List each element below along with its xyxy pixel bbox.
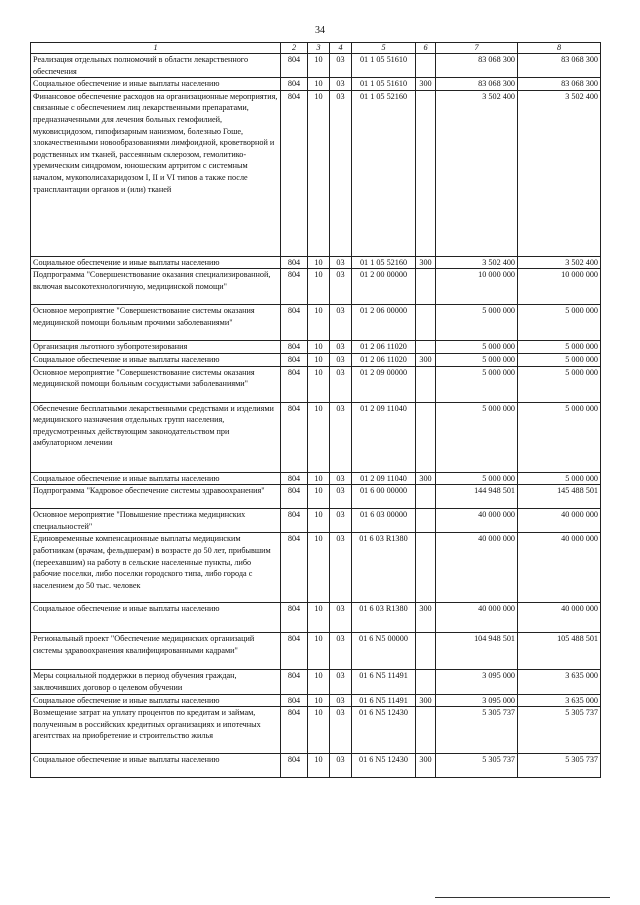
- row-value-cell: 01 1 05 51610: [352, 78, 416, 91]
- row-value-cell: 01 6 N5 11491: [352, 670, 416, 694]
- row-value-cell: 300: [416, 78, 436, 91]
- column-header: 6: [416, 43, 436, 54]
- row-name-cell: Основное мероприятие "Повышение престижа медицинских специальностей": [31, 509, 281, 533]
- row-value-cell: 3 502 400: [436, 256, 518, 269]
- row-value-cell: 5 305 737: [518, 754, 601, 778]
- row-value-cell: 03: [330, 533, 352, 603]
- column-header: 7: [436, 43, 518, 54]
- row-value-cell: 03: [330, 366, 352, 402]
- row-value-cell: 804: [281, 670, 308, 694]
- row-value-cell: 5 000 000: [436, 305, 518, 341]
- row-value-cell: 300: [416, 694, 436, 707]
- row-value-cell: [416, 305, 436, 341]
- row-value-cell: 3 635 000: [518, 670, 601, 694]
- row-value-cell: 804: [281, 509, 308, 533]
- row-value-cell: 804: [281, 402, 308, 472]
- table-row: [31, 341, 601, 354]
- row-name-cell: Финансовое обеспечение расходов на организационные мероприятия, связанные с обеспечением лиц лекарственными препаратами, предназначенными для лечения больных гемофилией, муковисцидозом, гипофизарным нанизмом, болезнью Гоше, злокачественными новообразованиями лимфоидной, кроветворной и родственных им тканей, рассеянным склерозом, гемолитико-уремическим синдромом, юношеским артритом с системным началом, мукополисахаридозом I, II и VI типов а также после трансплантации органов и (или) тканей: [31, 90, 281, 256]
- column-header: 8: [518, 43, 601, 54]
- row-value-cell: 10: [308, 341, 330, 354]
- row-value-cell: 804: [281, 533, 308, 603]
- row-value-cell: 5 000 000: [518, 366, 601, 402]
- row-value-cell: 5 305 737: [518, 707, 601, 754]
- row-value-cell: 40 000 000: [518, 509, 601, 533]
- row-value-cell: 01 6 00 00000: [352, 485, 416, 509]
- row-name-cell: Возмещение затрат на уплату процентов по кредитам и займам, полученным в российских кредитных организациях и ипотечных агентствах на приобретение и строительство жилья: [31, 707, 281, 754]
- row-value-cell: 10: [308, 269, 330, 305]
- table-row: [31, 366, 601, 402]
- row-value-cell: 03: [330, 341, 352, 354]
- row-value-cell: 804: [281, 694, 308, 707]
- row-name-cell: Социальное обеспечение и иные выплаты населению: [31, 472, 281, 485]
- row-value-cell: 144 948 501: [436, 485, 518, 509]
- row-value-cell: 804: [281, 256, 308, 269]
- row-value-cell: 01 2 06 11020: [352, 353, 416, 366]
- row-value-cell: 804: [281, 366, 308, 402]
- row-value-cell: 03: [330, 269, 352, 305]
- row-value-cell: 804: [281, 341, 308, 354]
- column-header: 2: [281, 43, 308, 54]
- row-value-cell: [416, 707, 436, 754]
- row-value-cell: 5 000 000: [518, 341, 601, 354]
- row-value-cell: [416, 633, 436, 670]
- row-value-cell: 5 000 000: [518, 402, 601, 472]
- row-value-cell: 5 000 000: [518, 305, 601, 341]
- row-value-cell: 104 948 501: [436, 633, 518, 670]
- row-name-cell: Социальное обеспечение и иные выплаты населению: [31, 78, 281, 91]
- row-value-cell: 01 6 N5 12430: [352, 754, 416, 778]
- column-header: 4: [330, 43, 352, 54]
- row-value-cell: 01 2 00 00000: [352, 269, 416, 305]
- row-value-cell: 10: [308, 78, 330, 91]
- row-name-cell: Региональный проект "Обеспечение медицинских организаций системы здравоохранения квалифицированными кадрами": [31, 633, 281, 670]
- row-value-cell: 105 488 501: [518, 633, 601, 670]
- row-value-cell: 03: [330, 54, 352, 78]
- row-value-cell: 03: [330, 633, 352, 670]
- row-value-cell: [416, 269, 436, 305]
- row-name-cell: Основное мероприятие "Совершенствование системы оказания медицинской помощи больным сосудистыми заболеваниями": [31, 366, 281, 402]
- row-value-cell: 10: [308, 256, 330, 269]
- row-value-cell: 5 000 000: [436, 402, 518, 472]
- row-value-cell: 804: [281, 54, 308, 78]
- table-row: [31, 633, 601, 670]
- row-value-cell: 5 000 000: [436, 472, 518, 485]
- row-value-cell: 804: [281, 269, 308, 305]
- row-value-cell: 10: [308, 707, 330, 754]
- row-value-cell: 40 000 000: [436, 509, 518, 533]
- row-value-cell: 10: [308, 472, 330, 485]
- row-value-cell: 804: [281, 485, 308, 509]
- row-name-cell: Меры социальной поддержки в период обучения граждан, заключивших договор о целевом обучении: [31, 670, 281, 694]
- row-value-cell: 300: [416, 754, 436, 778]
- row-value-cell: 40 000 000: [436, 533, 518, 603]
- row-name-cell: Основное мероприятие "Совершенствование системы оказания медицинской помощи больным прочими заболеваниями": [31, 305, 281, 341]
- row-value-cell: 03: [330, 472, 352, 485]
- row-name-cell: Подпрограмма "Совершенствование оказания специализированной, включая высокотехнологичную, медицинской помощи": [31, 269, 281, 305]
- row-value-cell: 5 000 000: [436, 366, 518, 402]
- row-value-cell: 804: [281, 754, 308, 778]
- row-value-cell: 10: [308, 670, 330, 694]
- row-value-cell: 300: [416, 472, 436, 485]
- row-value-cell: 804: [281, 603, 308, 633]
- row-value-cell: [416, 533, 436, 603]
- table-row: [31, 472, 601, 485]
- row-value-cell: 01 6 03 00000: [352, 509, 416, 533]
- row-name-cell: Обеспечение бесплатными лекарственными средствами и изделиями медицинского назначения отдельных групп населения, предусмотренных действующим законодательством при амбулаторном лечении: [31, 402, 281, 472]
- row-value-cell: [416, 366, 436, 402]
- row-name-cell: Единовременные компенсационные выплаты медицинским работникам (врачам, фельдшерам) в возрасте до 50 лет, прибывшим (переехавшим) на работу в сельские населенные пункты, либо рабочие поселки, либо поселки городского типа, либо города с населением до 50 тыс. человек: [31, 533, 281, 603]
- row-value-cell: 804: [281, 707, 308, 754]
- row-value-cell: 40 000 000: [436, 603, 518, 633]
- table-row: [31, 509, 601, 533]
- table-row: [31, 256, 601, 269]
- row-value-cell: 10 000 000: [436, 269, 518, 305]
- column-header: 3: [308, 43, 330, 54]
- row-value-cell: 3 635 000: [518, 694, 601, 707]
- row-value-cell: 10: [308, 402, 330, 472]
- row-name-cell: Социальное обеспечение и иные выплаты населению: [31, 256, 281, 269]
- row-value-cell: 10: [308, 353, 330, 366]
- row-value-cell: 804: [281, 472, 308, 485]
- row-value-cell: 03: [330, 707, 352, 754]
- row-value-cell: 40 000 000: [518, 603, 601, 633]
- row-value-cell: 5 000 000: [436, 353, 518, 366]
- row-value-cell: 01 2 09 00000: [352, 366, 416, 402]
- row-value-cell: 5 000 000: [518, 472, 601, 485]
- row-value-cell: 03: [330, 694, 352, 707]
- table-row: [31, 670, 601, 694]
- row-value-cell: 01 1 05 51610: [352, 54, 416, 78]
- row-value-cell: 01 1 05 52160: [352, 90, 416, 256]
- row-value-cell: 804: [281, 78, 308, 91]
- row-value-cell: 10: [308, 533, 330, 603]
- row-value-cell: 01 2 06 00000: [352, 305, 416, 341]
- row-value-cell: 10: [308, 633, 330, 670]
- row-value-cell: 10: [308, 366, 330, 402]
- row-value-cell: [416, 341, 436, 354]
- row-value-cell: 01 6 03 R1380: [352, 533, 416, 603]
- row-value-cell: 01 6 N5 11491: [352, 694, 416, 707]
- row-value-cell: 3 095 000: [436, 694, 518, 707]
- row-value-cell: 01 2 09 11040: [352, 472, 416, 485]
- row-value-cell: 40 000 000: [518, 533, 601, 603]
- row-value-cell: 10: [308, 754, 330, 778]
- row-value-cell: 10: [308, 90, 330, 256]
- row-name-cell: Социальное обеспечение и иные выплаты населению: [31, 353, 281, 366]
- table-row: [31, 603, 601, 633]
- row-value-cell: 300: [416, 353, 436, 366]
- table-row: [31, 754, 601, 778]
- row-value-cell: 5 305 737: [436, 707, 518, 754]
- row-value-cell: 03: [330, 256, 352, 269]
- row-value-cell: 5 305 737: [436, 754, 518, 778]
- row-value-cell: 5 000 000: [436, 341, 518, 354]
- table-row: [31, 707, 601, 754]
- row-value-cell: 10: [308, 509, 330, 533]
- row-value-cell: 10: [308, 603, 330, 633]
- row-value-cell: [416, 670, 436, 694]
- row-value-cell: 300: [416, 256, 436, 269]
- page-number: 34: [315, 25, 325, 36]
- row-value-cell: 03: [330, 754, 352, 778]
- table-row: [31, 533, 601, 603]
- row-value-cell: 3 502 400: [436, 90, 518, 256]
- row-value-cell: 804: [281, 353, 308, 366]
- row-value-cell: 804: [281, 633, 308, 670]
- row-value-cell: 83 068 300: [518, 78, 601, 91]
- row-value-cell: 83 068 300: [518, 54, 601, 78]
- row-value-cell: 01 6 N5 00000: [352, 633, 416, 670]
- row-value-cell: 10: [308, 485, 330, 509]
- row-name-cell: Социальное обеспечение и иные выплаты населению: [31, 694, 281, 707]
- row-value-cell: 03: [330, 509, 352, 533]
- row-value-cell: 01 1 05 52160: [352, 256, 416, 269]
- row-value-cell: 5 000 000: [518, 353, 601, 366]
- row-value-cell: 145 488 501: [518, 485, 601, 509]
- row-value-cell: [416, 485, 436, 509]
- row-name-cell: Социальное обеспечение и иные выплаты населению: [31, 603, 281, 633]
- row-value-cell: 10: [308, 694, 330, 707]
- row-value-cell: 03: [330, 402, 352, 472]
- row-value-cell: 01 2 06 11020: [352, 341, 416, 354]
- row-value-cell: 03: [330, 90, 352, 256]
- table-row: [31, 54, 601, 78]
- column-header: 5: [352, 43, 416, 54]
- budget-table: [30, 42, 601, 778]
- bottom-rule: [435, 897, 610, 898]
- row-value-cell: 83 068 300: [436, 78, 518, 91]
- header-row: [31, 43, 601, 54]
- row-value-cell: 3 502 400: [518, 256, 601, 269]
- table-row: [31, 694, 601, 707]
- row-name-cell: Реализация отдельных полномочий в области лекарственного обеспечения: [31, 54, 281, 78]
- table-row: [31, 305, 601, 341]
- row-name-cell: Подпрограмма "Кадровое обеспечение системы здравоохранения": [31, 485, 281, 509]
- table-row: [31, 485, 601, 509]
- row-name-cell: Социальное обеспечение и иные выплаты населению: [31, 754, 281, 778]
- row-value-cell: 01 2 09 11040: [352, 402, 416, 472]
- row-value-cell: 01 6 N5 12430: [352, 707, 416, 754]
- row-value-cell: [416, 90, 436, 256]
- row-value-cell: 83 068 300: [436, 54, 518, 78]
- row-value-cell: 03: [330, 670, 352, 694]
- row-value-cell: 03: [330, 305, 352, 341]
- table-row: [31, 353, 601, 366]
- column-header: 1: [31, 43, 281, 54]
- row-name-cell: Организация льготного зубопротезирования: [31, 341, 281, 354]
- row-value-cell: [416, 54, 436, 78]
- row-value-cell: 804: [281, 305, 308, 341]
- row-value-cell: 3 502 400: [518, 90, 601, 256]
- row-value-cell: 804: [281, 90, 308, 256]
- row-value-cell: 03: [330, 353, 352, 366]
- row-value-cell: 10: [308, 54, 330, 78]
- table-row: [31, 402, 601, 472]
- row-value-cell: 03: [330, 78, 352, 91]
- table-row: [31, 269, 601, 305]
- row-value-cell: 10: [308, 305, 330, 341]
- row-value-cell: 01 6 03 R1380: [352, 603, 416, 633]
- row-value-cell: 300: [416, 603, 436, 633]
- row-value-cell: 3 095 000: [436, 670, 518, 694]
- table-row: [31, 90, 601, 256]
- row-value-cell: 03: [330, 603, 352, 633]
- row-value-cell: 10 000 000: [518, 269, 601, 305]
- table-row: [31, 78, 601, 91]
- row-value-cell: [416, 402, 436, 472]
- row-value-cell: 03: [330, 485, 352, 509]
- row-value-cell: [416, 509, 436, 533]
